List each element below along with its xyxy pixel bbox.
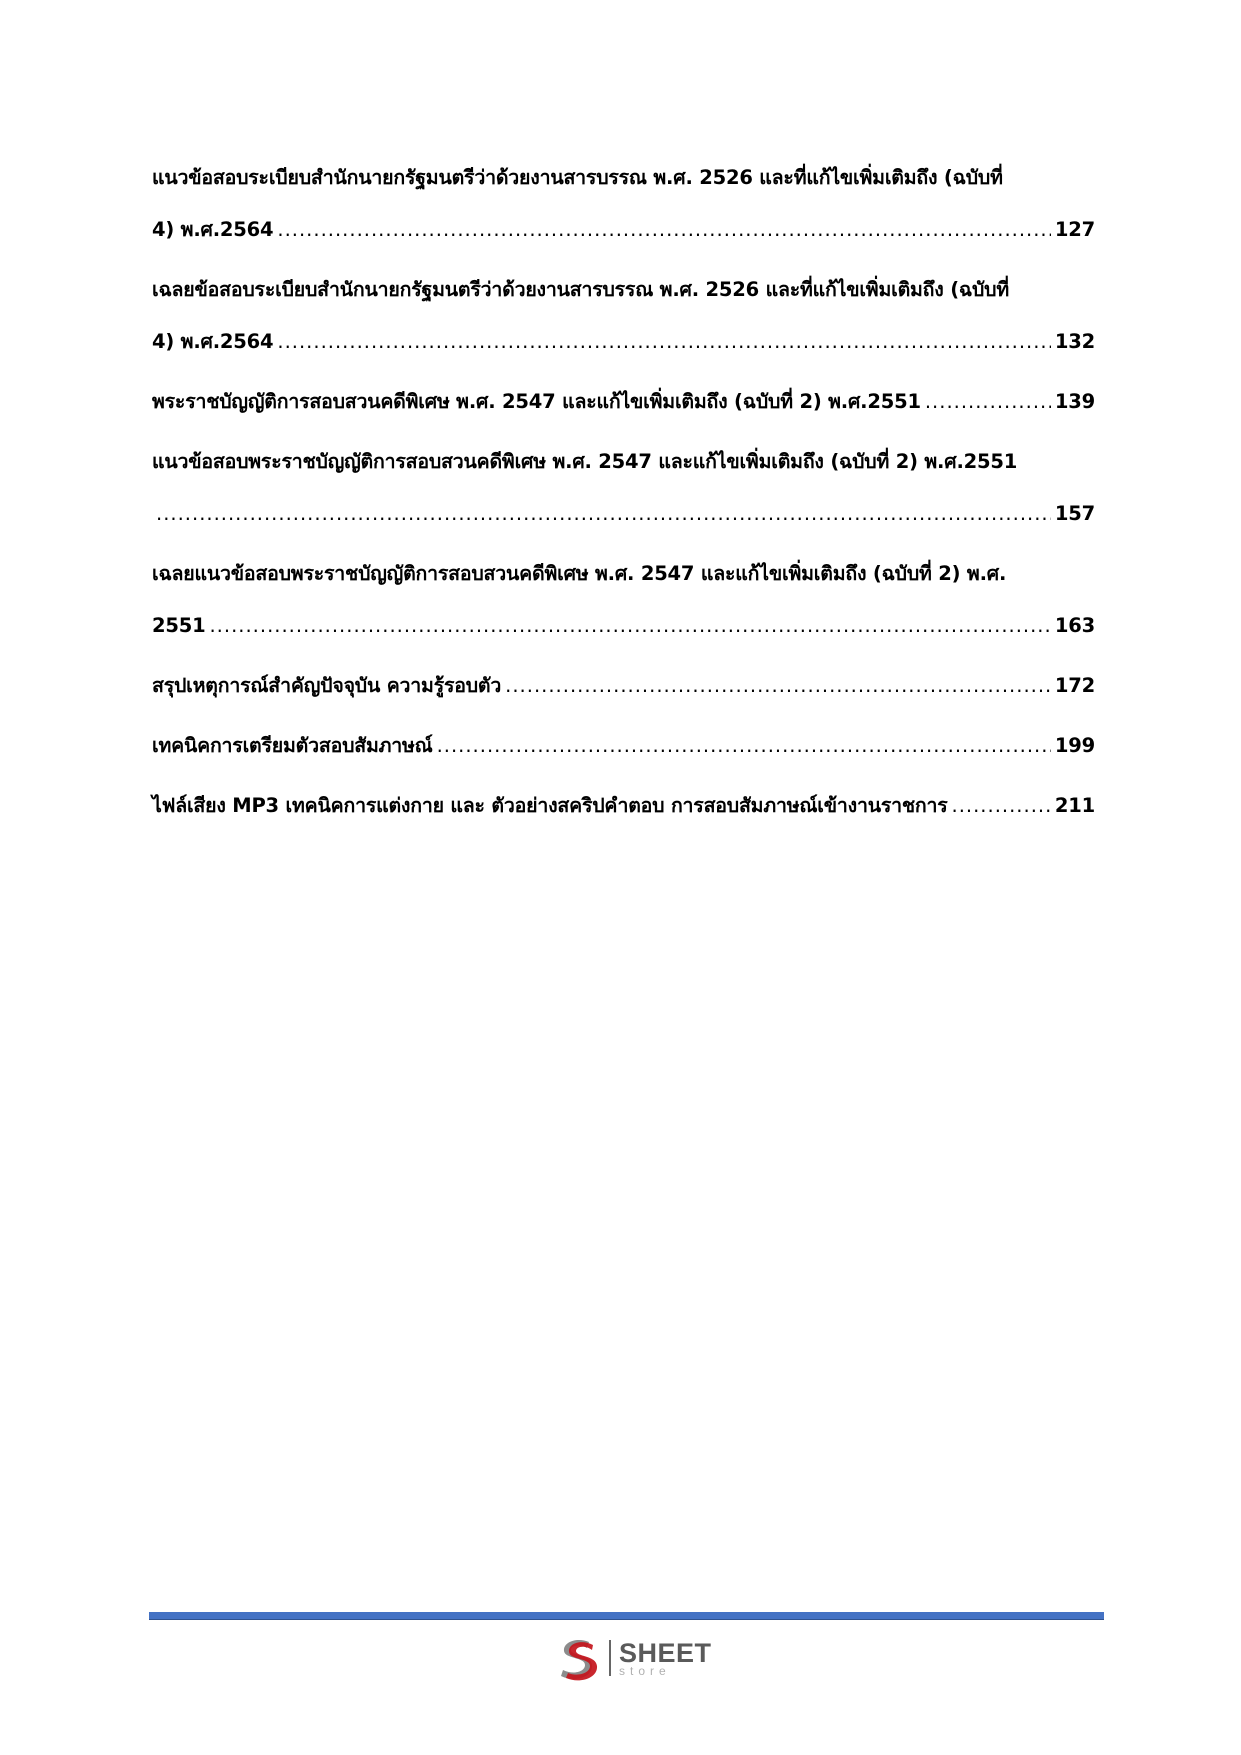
toc-entry-title: ไฟล์เสียง MP3 เทคนิคการแต่งกาย และ ตัวอย่างสคริปคำตอบ การสอบสัมภาษณ์เข้างานราชการ <box>152 794 948 817</box>
toc-entry[interactable] <box>152 660 1095 712</box>
dot-leader <box>277 204 1051 256</box>
toc-entry[interactable] <box>152 376 1095 428</box>
sheet-store-logo <box>553 1632 723 1684</box>
toc-page-number: 172 <box>1054 674 1095 697</box>
table-of-contents <box>152 152 1095 840</box>
toc-page-number: 163 <box>1054 614 1095 637</box>
logo-sub-text: store <box>619 1663 671 1678</box>
toc-entry[interactable] <box>152 152 1095 256</box>
toc-page-number: 139 <box>1054 390 1095 413</box>
dot-leader <box>277 316 1051 368</box>
sheet-store-logo-icon <box>553 1633 603 1683</box>
toc-entry-title: เทคนิคการเตรียมตัวสอบสัมภาษณ์ <box>152 734 433 757</box>
toc-entry-title: เฉลยข้อสอบระเบียบสำนักนายกรัฐมนตรีว่าด้วยงานสารบรรณ พ.ศ. 2526 และที่แก้ไขเพิ่มเติมถึง (ฉบับที่ <box>152 278 1010 301</box>
toc-entry-title-continued: 4) พ.ศ.2564 <box>152 330 274 353</box>
dot-leader <box>505 660 1051 712</box>
toc-entry-title: พระราชบัญญัติการสอบสวนคดีพิเศษ พ.ศ. 2547 และแก้ไขเพิ่มเติมถึง (ฉบับที่ 2) พ.ศ.2551 <box>152 390 921 413</box>
toc-entry-title: เฉลยแนวข้อสอบพระราชบัญญัติการสอบสวนคดีพิเศษ พ.ศ. 2547 และแก้ไขเพิ่มเติมถึง (ฉบับที่ 2) พ.ศ. <box>152 562 1007 585</box>
logo-separator <box>609 1640 611 1676</box>
logo-main-text: SHEET <box>619 1637 712 1668</box>
toc-entry[interactable] <box>152 548 1095 652</box>
toc-entry[interactable] <box>152 720 1095 772</box>
toc-entry[interactable] <box>152 264 1095 368</box>
dot-leader <box>209 600 1050 652</box>
logo-wordmark <box>619 1637 712 1678</box>
toc-entry[interactable] <box>152 780 1095 832</box>
dot-leader <box>952 780 1051 832</box>
toc-entry-title: สรุปเหตุการณ์สำคัญปัจจุบัน ความรู้รอบตัว <box>152 674 502 697</box>
toc-entry-title: แนวข้อสอบพระราชบัญญัติการสอบสวนคดีพิเศษ พ.ศ. 2547 และแก้ไขเพิ่มเติมถึง (ฉบับที่ 2) พ.ศ.2551 <box>152 450 1018 473</box>
toc-page-number: 127 <box>1054 218 1095 241</box>
toc-page-number: 132 <box>1054 330 1095 353</box>
toc-page-number: 157 <box>1054 502 1095 525</box>
toc-entry[interactable] <box>152 436 1095 540</box>
toc-entry-title-continued: 2551 <box>152 614 206 637</box>
dot-leader <box>437 720 1051 772</box>
dot-leader <box>156 488 1051 540</box>
toc-page-number: 211 <box>1054 794 1095 817</box>
footer-rule <box>149 1612 1104 1620</box>
toc-entry-title: แนวข้อสอบระเบียบสำนักนายกรัฐมนตรีว่าด้วยงานสารบรรณ พ.ศ. 2526 และที่แก้ไขเพิ่มเติมถึง (ฉบับที่ <box>152 166 1003 189</box>
toc-page-number: 199 <box>1054 734 1095 757</box>
toc-entry-title-continued: 4) พ.ศ.2564 <box>152 218 274 241</box>
dot-leader <box>925 376 1051 428</box>
